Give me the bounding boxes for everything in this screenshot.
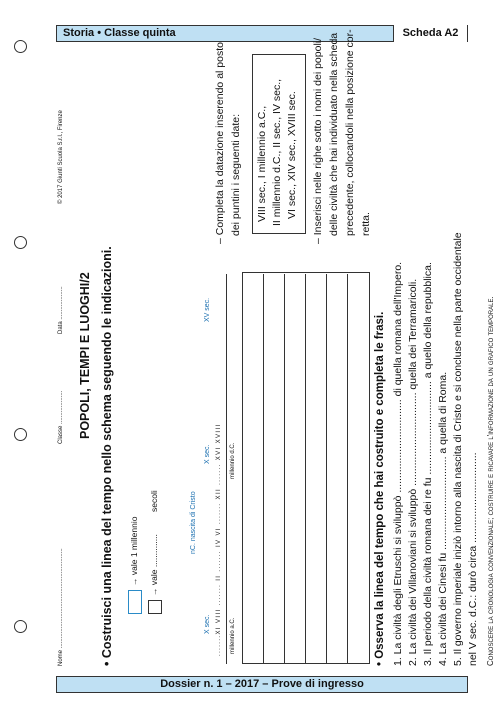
timeline-grid	[242, 272, 370, 664]
timeline-label-nascita: nC. nascita di Cristo	[190, 491, 197, 554]
copyright: © 2017 Giunti Scuola S.r.l., Firenze	[58, 110, 64, 204]
dates-line-1: VIII sec., I millennio a.C.,	[256, 105, 268, 222]
page-title: POPOLI, TEMPI E LUOGHI/2	[78, 272, 92, 439]
sentence-2: 2. La civiltà dei Villanoviani si sviluppò ................................ quella dei Terramaricoli.	[407, 278, 419, 666]
timeline-scale: .......XI VIII ....... II ....... IV VI ....... XII ....... XVI XVIII	[216, 423, 222, 656]
timeline-label-xv: XV sec.	[204, 297, 211, 322]
instruction-2d: retta.	[360, 212, 372, 236]
sentence-1: 1. La civiltà degli Etruschi si sviluppò ................................ di quella romana dell'Impero.	[392, 261, 404, 666]
instruction-1: – Completa la datazione inserendo al posto	[214, 42, 226, 244]
grid-row	[263, 274, 264, 664]
dates-line-2: II millennio d.C., II sec., IV sec.,	[271, 78, 283, 226]
class-field: Classe ....................	[58, 390, 64, 444]
binder-hole	[14, 40, 27, 53]
timeline-axis	[226, 274, 227, 664]
instruction-1b: dei puntini i seguenti date:	[230, 113, 242, 236]
instruction-2b: delle civiltà che hai individuato nella scheda	[328, 32, 340, 236]
instruction-2c: precedente, collocandoli nella posizione cor-	[344, 29, 356, 236]
sentence-5: 5. Il governo imperiale iniziò intorno alla nascita di Cristo e si concluse nella parte occidentale	[452, 232, 464, 666]
instruction-2a: – Inserisci nelle righe sotto i nomi dei popoli/	[312, 37, 324, 244]
date-field: Data ....................	[58, 286, 64, 334]
legend-millennium-label: → vale 1 millennio	[129, 516, 139, 586]
header-bar	[56, 25, 468, 42]
binder-hole	[14, 428, 27, 441]
legend-centuries-label: → vale ..............	[149, 534, 159, 596]
millennium-ad-label: millennio d.C.	[230, 442, 236, 479]
timeline-label-x-left: X sec.	[204, 614, 211, 634]
binder-hole	[14, 620, 27, 633]
millennium-bc-label: millennio a.C.	[230, 617, 236, 654]
binder-hole	[14, 236, 27, 249]
footer-text: Dossier n. 1 – 2017 – Prove di ingresso	[160, 678, 364, 690]
legend-centuries-swatch	[148, 600, 162, 614]
section1-heading: • Costruisci una linea del tempo nello schema seguendo le indicazioni.	[100, 246, 114, 666]
subject-label: Storia • Classe quinta	[63, 27, 176, 39]
legend-millennium-swatch	[128, 590, 142, 614]
timeline-label-x-mid: X sec.	[204, 444, 211, 464]
grid-row	[284, 274, 285, 664]
legend-centuries-unit: secoli	[149, 490, 159, 512]
sentence-4: 4. La civiltà dei Cinesi fu ................................ a quella di Roma.	[437, 371, 449, 666]
objectives-note: Conoscere la cronologia convenzionale; costruire e ricavare l'informazione da un grafico temporale.	[486, 296, 495, 666]
footer-bar	[56, 676, 468, 693]
sheet-label: Scheda A2	[393, 25, 467, 42]
grid-row	[326, 274, 327, 664]
name-field: Nome ............................................................	[58, 548, 64, 666]
dates-line-3: VI sec., XIV sec., XVIII sec.	[286, 91, 298, 219]
section2-heading: • Osserva la linea del tempo che hai costruito e completa le frasi.	[374, 311, 386, 666]
grid-row	[347, 274, 348, 664]
sentence-5b: nel V sec. d.C.: durò circa ...............................	[467, 452, 479, 666]
sentence-3: 3. Il periodo della civiltà romana dei re fu ................................ a quello della repubblica.	[422, 262, 434, 666]
grid-row	[305, 274, 306, 664]
